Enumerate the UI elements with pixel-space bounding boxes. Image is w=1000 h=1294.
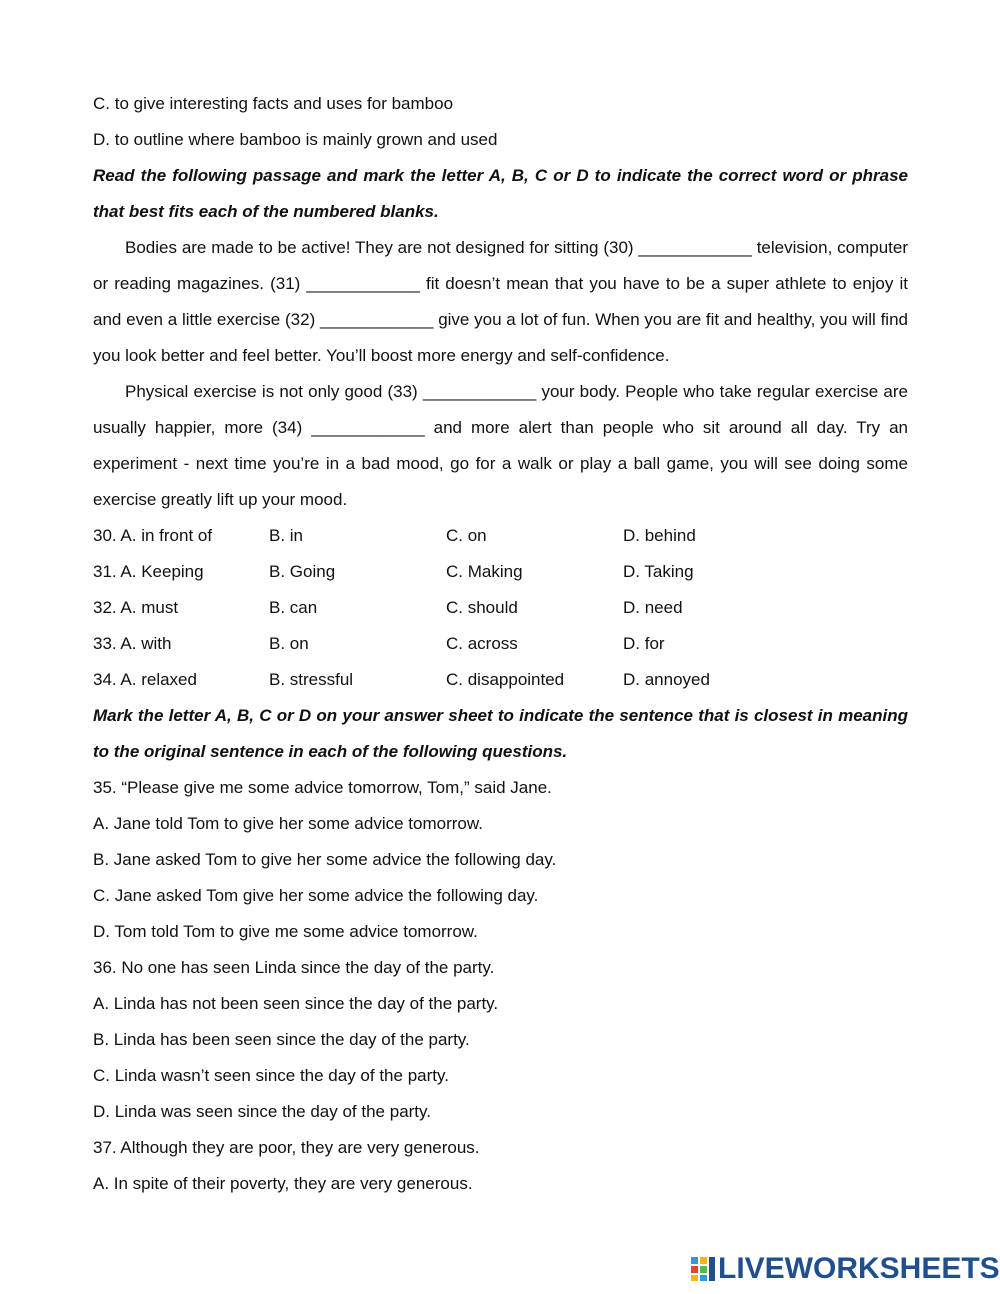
- q32-option-b: B. can: [269, 598, 318, 617]
- q32-option-c: C. should: [446, 598, 518, 617]
- q33-option-c: C. across: [446, 634, 518, 653]
- q31-option-d: D. Taking: [623, 562, 694, 581]
- section2-instruction: Mark the letter A, B, C or D on your answer sheet to indicate the sentence that is closest in meaning to the original sentence in each of the following questions.: [93, 706, 908, 761]
- q35-option-b: B. Jane asked Tom to give her some advice the following day.: [93, 850, 557, 869]
- liveworksheets-logo-icon: [690, 1256, 716, 1282]
- passage-paragraph-1: Bodies are made to be active! They are not designed for sitting (30) ____________ television, computer or reading magazines. (31) ____________ fit doesn’t mean that you have to be a super athlete to enjoy it and even a little exercise (32) ____________ give you a lot of fun. When you are fit and healthy, you will find you look better and feel better. You’ll boost more energy and self-confidence.: [93, 238, 908, 365]
- q30-option-c: C. on: [446, 526, 487, 545]
- q31-option-a: 31. A. Keeping: [93, 562, 204, 581]
- option-c-line: C. to give interesting facts and uses for bamboo: [93, 94, 454, 113]
- q30-option-b: B. in: [269, 526, 304, 545]
- question-37-stem: 37. Although they are poor, they are very generous.: [93, 1138, 480, 1157]
- q35-option-d: D. Tom told Tom to give me some advice tomorrow.: [93, 922, 478, 941]
- q34-option-d: D. annoyed: [623, 670, 710, 689]
- q34-option-c: C. disappointed: [446, 670, 565, 689]
- q34-option-a: 34. A. relaxed: [93, 670, 197, 689]
- liveworksheets-brand: [690, 1252, 1000, 1286]
- question-31-options: [93, 554, 908, 590]
- question-36-stem: 36. No one has seen Linda since the day of the party.: [93, 958, 495, 977]
- question-35-stem: 35. “Please give me some advice tomorrow, Tom,” said Jane.: [93, 778, 552, 797]
- q35-option-a: A. Jane told Tom to give her some advice tomorrow.: [93, 814, 483, 833]
- question-33-options: [93, 626, 908, 662]
- q33-option-d: D. for: [623, 634, 665, 653]
- q34-option-b: B. stressful: [269, 670, 354, 689]
- q36-option-d: D. Linda was seen since the day of the party.: [93, 1102, 431, 1121]
- q33-option-b: B. on: [269, 634, 309, 653]
- q37-option-a: A. In spite of their poverty, they are very generous.: [93, 1174, 473, 1193]
- question-32-options: [93, 590, 908, 626]
- q31-option-c: C. Making: [446, 562, 523, 581]
- q35-option-c: C. Jane asked Tom give her some advice the following day.: [93, 886, 539, 905]
- question-30-options: [93, 518, 908, 554]
- q36-option-c: C. Linda wasn’t seen since the day of the party.: [93, 1066, 449, 1085]
- passage-paragraph-2: Physical exercise is not only good (33) ____________ your body. People who take regular exercise are usually happier, more (34) ____________ and more alert than people who sit around all day. Try an experiment - next time you’re in a bad mood, go for a walk or play a ball game, you will see doing some exercise greatly lift up your mood.: [93, 382, 908, 509]
- q30-option-d: D. behind: [623, 526, 696, 545]
- option-d-line: D. to outline where bamboo is mainly grown and used: [93, 130, 498, 149]
- question-34-options: [93, 662, 908, 698]
- q31-option-b: B. Going: [269, 562, 336, 581]
- q30-option-a: 30. A. in front of: [93, 526, 213, 545]
- q32-option-d: D. need: [623, 598, 683, 617]
- worksheet-page: [93, 86, 908, 1202]
- section1-instruction: Read the following passage and mark the letter A, B, C or D to indicate the correct word or phrase that best fits each of the numbered blanks.: [93, 166, 908, 221]
- q32-option-a: 32. A. must: [93, 598, 179, 617]
- q36-option-b: B. Linda has been seen since the day of the party.: [93, 1030, 470, 1049]
- q36-option-a: A. Linda has not been seen since the day of the party.: [93, 994, 499, 1013]
- brand-name: LIVEWORKSHEETS: [718, 1252, 1000, 1285]
- q33-option-a: 33. A. with: [93, 634, 172, 653]
